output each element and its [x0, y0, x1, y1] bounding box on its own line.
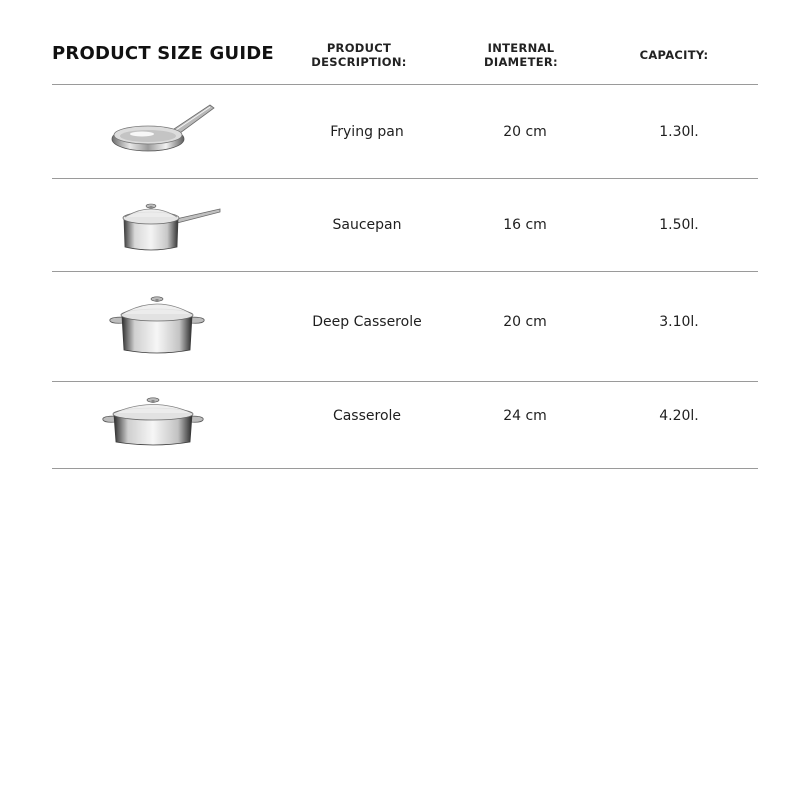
- casserole-icon: [102, 394, 222, 456]
- table-row: [52, 85, 758, 179]
- page-title: PRODUCT SIZE GUIDE: [52, 43, 274, 64]
- product-description: Saucepan: [332, 217, 402, 233]
- product-diameter: 16 cm: [503, 217, 547, 233]
- deep-casserole-icon: [102, 290, 222, 360]
- guide-header: [52, 0, 758, 85]
- product-capacity: 3.10l.: [659, 314, 699, 330]
- product-diameter: 24 cm: [503, 408, 547, 424]
- product-description: Casserole: [332, 408, 402, 424]
- product-diameter: 20 cm: [503, 314, 547, 330]
- column-header-capacity: CAPACITY:: [639, 48, 709, 62]
- saucepan-icon: [102, 197, 222, 259]
- table-row: [52, 382, 758, 469]
- product-description: Frying pan: [330, 124, 404, 140]
- deep-casserole-icon: [102, 290, 222, 360]
- size-guide: [52, 0, 758, 469]
- casserole-icon: [102, 394, 222, 456]
- table-row: [52, 272, 758, 382]
- product-capacity: 1.50l.: [659, 217, 699, 233]
- product-capacity: 4.20l.: [659, 408, 699, 424]
- frying-pan-icon: [102, 99, 222, 163]
- product-capacity: 1.30l.: [659, 124, 699, 140]
- column-header-description: PRODUCT DESCRIPTION:: [311, 41, 407, 69]
- table-row: [52, 179, 758, 272]
- saucepan-icon: [102, 197, 222, 259]
- product-diameter: 20 cm: [503, 124, 547, 140]
- product-description: Deep Casserole: [312, 314, 422, 330]
- frying-pan-icon: [102, 99, 222, 163]
- column-header-diameter: INTERNAL DIAMETER:: [484, 41, 558, 69]
